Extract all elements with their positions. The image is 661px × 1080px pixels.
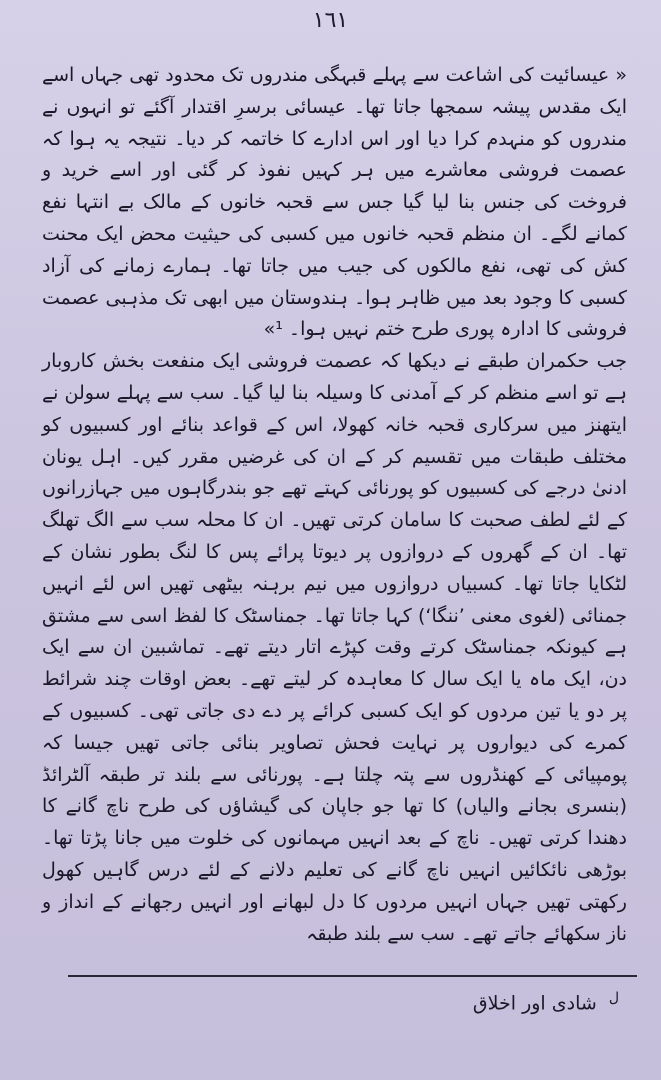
paragraph-body: جب حکمران طبقے نے دیکھا کہ عصمت فروشی ایک منفعت بخش کاروبار ہے تو اسے منظم کر کے آمدنی کا وسیلہ بنا لیا گیا۔ سب سے پہلے سولن نے ایتھنز میں سرکاری قحبہ خانہ کھولا، اس کے قواعد بنائے اور کسبیوں کو مختلف طبقات میں تقسیم کر کے ان کی غرضیں مقرر کیں۔ اہل یونان ادنیٰ درجے کی کسبیوں کو پورنائی کہتے تھے جو بندرگاہوں میں جہازرانوں کے لئے لطف صحبت کا سامان کرتی تھیں۔ ان کا محلہ سب سے الگ تھلگ تھا۔ ان کے گھروں کے دروازوں پر دیوتا پرائے پس کا لنگ بطور نشان کے لٹکایا جاتا تھا۔ کسبیاں دروازوں میں نیم برہنہ بیٹھی تھیں اس لئے انہیں جمنائی (لغوی معنی ’ننگا‘) کہا جاتا تھا۔ جمناسٹک کا لفظ اسی سے مشتق ہے کیونکہ جمناسٹک کرتے وقت کپڑے اتار دیتے تھے۔ تماشبین ان سے ایک دن، ایک ماہ یا ایک سال کا معاہدہ کر لیتے تھے۔ بعض اوقات چند شرائط پر دو یا تین مردوں کو ایک کسبی کرائے پر دے دی جاتی تھی۔ کسبیوں کے کمرے کی دیواروں پر نہایت فحش تصاویر بنائی جاتی تھیں جیسا کہ پومپیائی کے کھنڈروں سے پتہ چلتا ہے۔ پورنائی سے بلند تر طبقہ آلٹرائڈ (بنسری بجانے والیاں) کا تھا جو جاپان کی گیشاؤں کی طرح ناچ گانے کا دھندا کرتی تھیں۔ ناچ کے بعد انہیں مہمانوں کی خلوت میں جانا پڑتا تھا۔ بوڑھی نائکائیں انہیں ناچ گانے کی تعلیم دلانے کے لئے درس گاہیں کھول رکھتی تھیں جہاں انہیں مردوں کا دل لبھانے اور انہیں رجھانے کے انداز و ناز سکھائے جاتے تھے۔ سب سے بلند طبقہ — [42, 350, 627, 945]
footnote-mark: ل — [608, 990, 619, 1006]
paragraph-quote: « عیسائیت کی اشاعت سے پہلے قبہگی مندروں تک محدود تھی جہاں اسے ایک مقدس پیشہ سمجھا جاتا تھا۔ عیسائی برسرِ اقتدار آگئے تو انہوں نے مندروں کو منہدم کرا دیا اور اس ادارے کا خاتمہ کر دیا۔ نتیجہ یہ ہوا کہ عصمت فروشی معاشرے میں ہر کہیں نفوذ کر گئی اور اسے خرید و فروخت کی جنس بنا لیا گیا جس سے قحبہ خانوں کے مالک بے انتہا نفع کمانے لگے۔ ان منظم قحبہ خانوں میں کسبی کی حیثیت محض ایک محنت کش کی تھی، نفع مالکوں کی جیب میں جاتا تھا۔ ہمارے زمانے کی آزاد کسبی کا وجود بعد میں ظاہر ہوا۔ ہندوستان میں ابھی تک مذہبی عصمت فروشی کا ادارہ پوری طرح ختم نہیں ہوا۔ ¹» — [42, 64, 627, 341]
main-text — [42, 60, 627, 950]
footnote-text: شادی اور اخلاق — [472, 992, 597, 1015]
footnote — [473, 990, 619, 1014]
page-number: ١٦١ — [312, 8, 349, 33]
footnote-divider — [68, 975, 637, 977]
